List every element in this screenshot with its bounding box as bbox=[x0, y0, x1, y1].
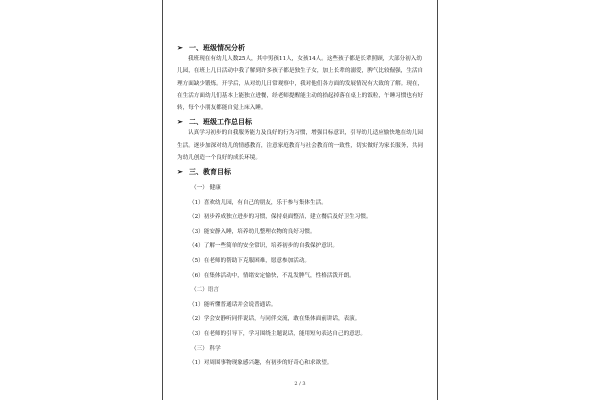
list-item: （4）了解一些简单的安全常识，培养初步的自我保护意识。 bbox=[189, 243, 338, 250]
arrow-bullet-icon: ➢ bbox=[177, 43, 183, 52]
list-item: （二）语言 bbox=[191, 287, 219, 294]
document-page bbox=[162, 0, 438, 400]
section-heading-text: 一、班级情况分析 bbox=[189, 43, 245, 52]
list-item: （2）初步养成独立进步的习惯，保持桌面整洁，建立餐后及好卫生习惯。 bbox=[189, 214, 372, 221]
list-item: （3）在老师的引导下，学习围绕主题说话，能用短句表达自己的意思。 bbox=[189, 330, 366, 337]
page-content bbox=[177, 40, 427, 367]
section-heading-work-goals bbox=[177, 117, 427, 127]
class-analysis-paragraph: 我班现在有幼儿人数25人，其中男孩11人，女孩14人。这些孩子都是长辈照顾，大部分初入幼儿园，在班上几日活动中我了解到许多孩子都是独生子女，加上长辈的溺爱，脾气比较倔强，生活自理方面缺少锻炼。开学后，从对幼儿日常观察中，我对他们各方面的发展情况有大致的了解。现在，在生活方面幼儿们基本上能独立进餐，经老师提醒能主动的拾起掉落在桌上的饭粒，午睡习惯也有好转，每个小朋友都能自觉上床入睡。 bbox=[177, 56, 424, 112]
page-number: 2 / 3 bbox=[294, 381, 306, 387]
list-item: （一） 健康 bbox=[191, 184, 221, 191]
section-heading-text: 二、班级工作总目标 bbox=[189, 117, 252, 127]
list-item: （1）能听懂普通话并会说普通话。 bbox=[189, 301, 277, 308]
list-item: （3）能安静入睡，培养幼儿整理衣物的良好习惯。 bbox=[189, 228, 316, 235]
section-heading-class-analysis bbox=[177, 43, 427, 53]
list-item: （2）学会安静听同伴说话，与同伴交流，敢在集体面前讲话，表演。 bbox=[189, 316, 361, 323]
work-goals-paragraph: 认真学习初步的自我服务能力及良好的行为习惯，增强目标意识，引导幼儿适应愉快地在幼儿园生活。逐步加深对幼儿的情感教育，注意家庭教育与社会教育的一致性，切实做好为家长服务，共同为幼儿创造一个良好的成长环境。 bbox=[177, 130, 424, 162]
arrow-bullet-icon: ➢ bbox=[177, 167, 183, 177]
arrow-bullet-icon: ➢ bbox=[177, 117, 183, 127]
list-item: （5）在老师的帮助下克服困难，愿意参加活动。 bbox=[189, 257, 311, 264]
section-heading-text: 三、教育目标 bbox=[189, 167, 231, 177]
list-item: （6）在集体活动中，情绪安定愉快，不乱发脾气，性格活泼开朗。 bbox=[189, 272, 355, 279]
list-item: （1）喜欢幼儿园，有自己的朋友，乐于参与集体生活。 bbox=[189, 199, 327, 206]
section-heading-education-goals bbox=[177, 167, 427, 177]
list-item: （1）对周围事物现象感兴趣，有初步的好奇心和求欲望。 bbox=[189, 360, 333, 367]
list-item: （三） 科学 bbox=[191, 345, 221, 352]
